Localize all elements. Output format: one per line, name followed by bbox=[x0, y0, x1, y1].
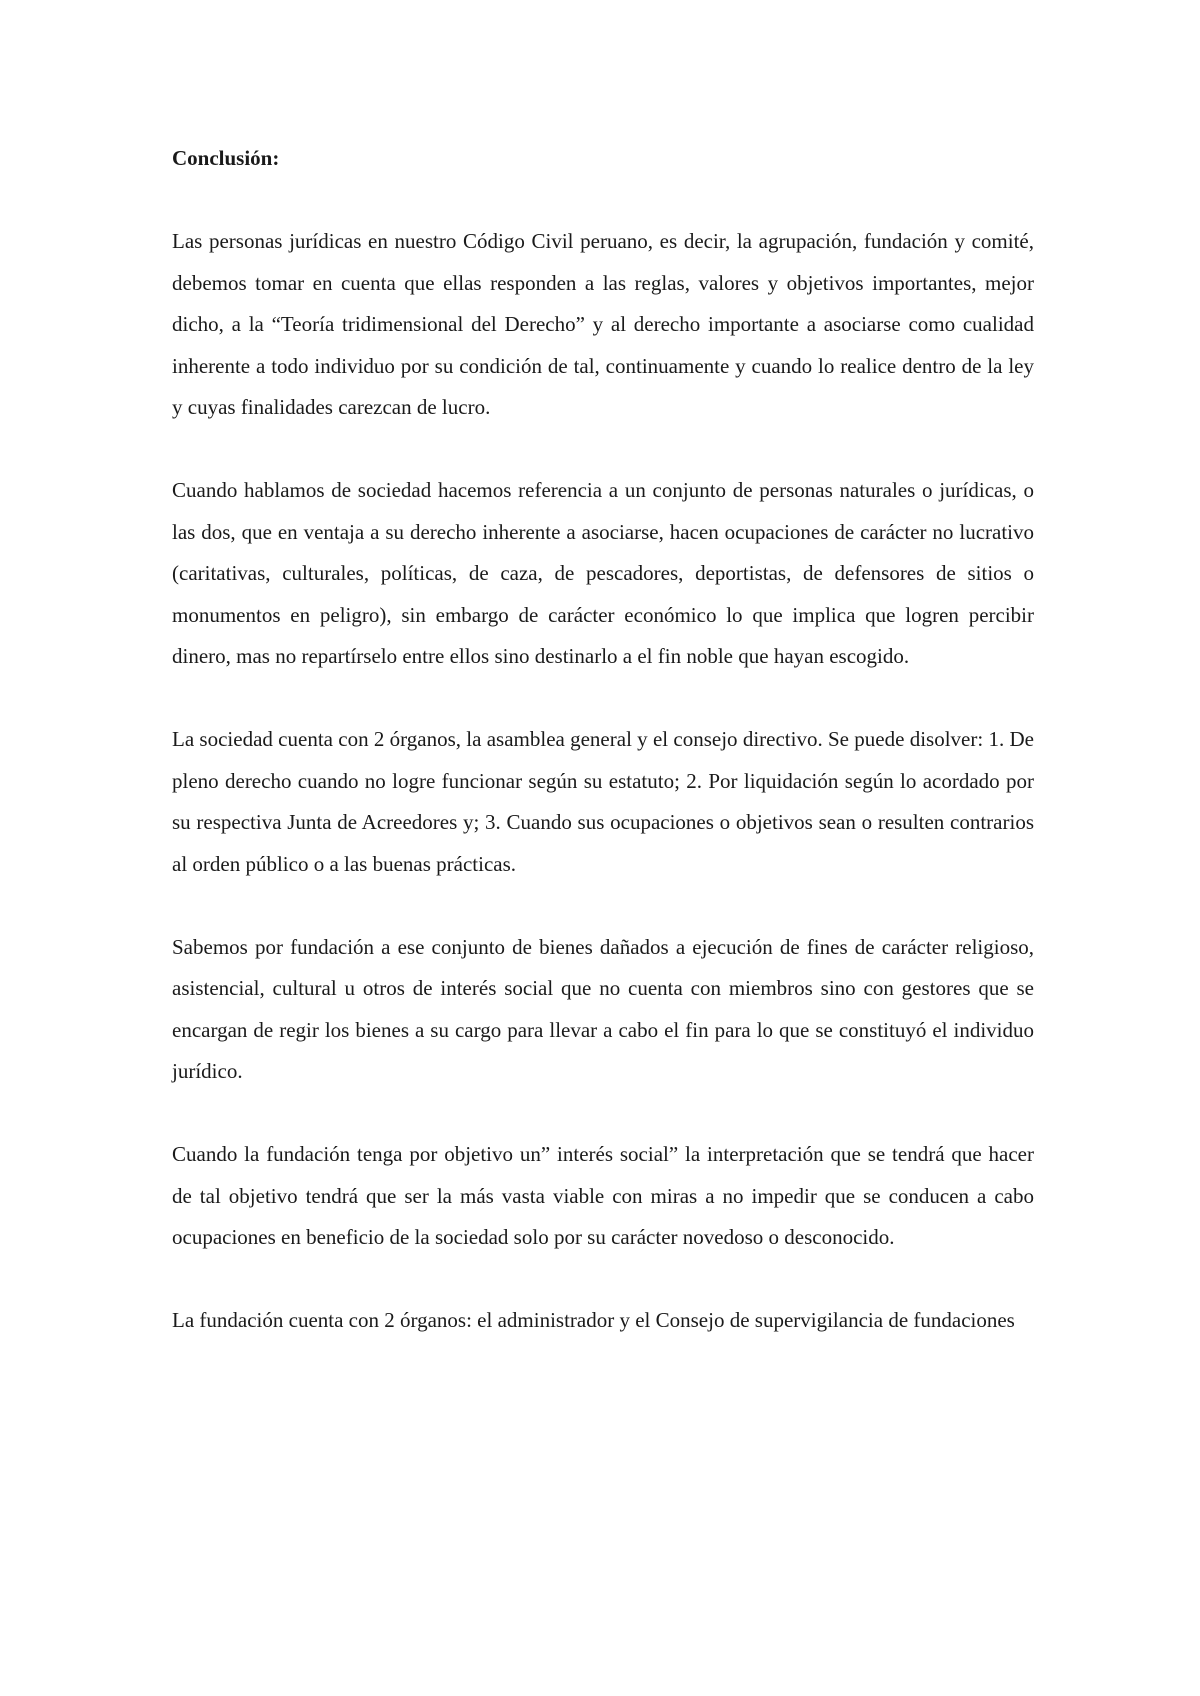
spacer bbox=[172, 1093, 1034, 1135]
spacer bbox=[172, 429, 1034, 471]
document-body bbox=[172, 138, 1034, 1342]
paragraph-personas-juridicas: Las personas jurídicas en nuestro Código Civil peruano, es decir, la agrupación, fundación y comité, debemos tomar en cuenta que ellas responden a las reglas, valores y objetivos importantes, mejor dicho, a la “Teoría tridimensional del Derecho” y al derecho importante a asociarse como cualidad inherente a todo individuo por su condición de tal, continuamente y cuando lo realice dentro de la ley y cuyas finalidades carezcan de lucro. bbox=[172, 229, 1034, 419]
paragraph-sociedad-organos: La sociedad cuenta con 2 órganos, la asamblea general y el consejo directivo. Se puede disolver: 1. De pleno derecho cuando no logre funcionar según su estatuto; 2. Por liquidación según lo acordado por su respectiva Junta de Acreedores y; 3. Cuando sus ocupaciones o objetivos sean o resulten contrarios al orden público o a las buenas prácticas. bbox=[172, 727, 1034, 876]
conclusion-heading: Conclusión: bbox=[172, 146, 280, 170]
spacer bbox=[172, 678, 1034, 720]
paragraph-sociedad-definicion: Cuando hablamos de sociedad hacemos referencia a un conjunto de personas naturales o jurídicas, o las dos, que en ventaja a su derecho inherente a asociarse, hacen ocupaciones de carácter no lucrativo (caritativas, culturales, políticas, de caza, de pescadores, deportistas, de defensores de sitios o monumentos en peligro), sin embargo de carácter económico lo que implica que logren percibir dinero, mas no repartírselo entre ellos sino destinarlo a el fin noble que hayan escogido. bbox=[172, 478, 1034, 668]
paragraph-fundacion-definicion: Sabemos por fundación a ese conjunto de bienes dañados a ejecución de fines de carácter religioso, asistencial, cultural u otros de interés social que no cuenta con miembros sino con gestores que se encargan de regir los bienes a su cargo para llevar a cabo el fin para lo que se constituyó el individuo jurídico. bbox=[172, 934, 1034, 1083]
spacer bbox=[172, 1259, 1034, 1301]
spacer bbox=[172, 885, 1034, 927]
paragraph-fundacion-organos: La fundación cuenta con 2 órganos: el administrador y el Consejo de supervigilancia de fundaciones bbox=[172, 1308, 1015, 1332]
paragraph-interes-social: Cuando la fundación tenga por objetivo un” interés social” la interpretación que se tendrá que hacer de tal objetivo tendrá que ser la más vasta viable con miras a no impedir que se conducen a cabo ocupaciones en beneficio de la sociedad solo por su carácter novedoso o desconocido. bbox=[172, 1142, 1034, 1249]
spacer bbox=[172, 180, 1034, 222]
